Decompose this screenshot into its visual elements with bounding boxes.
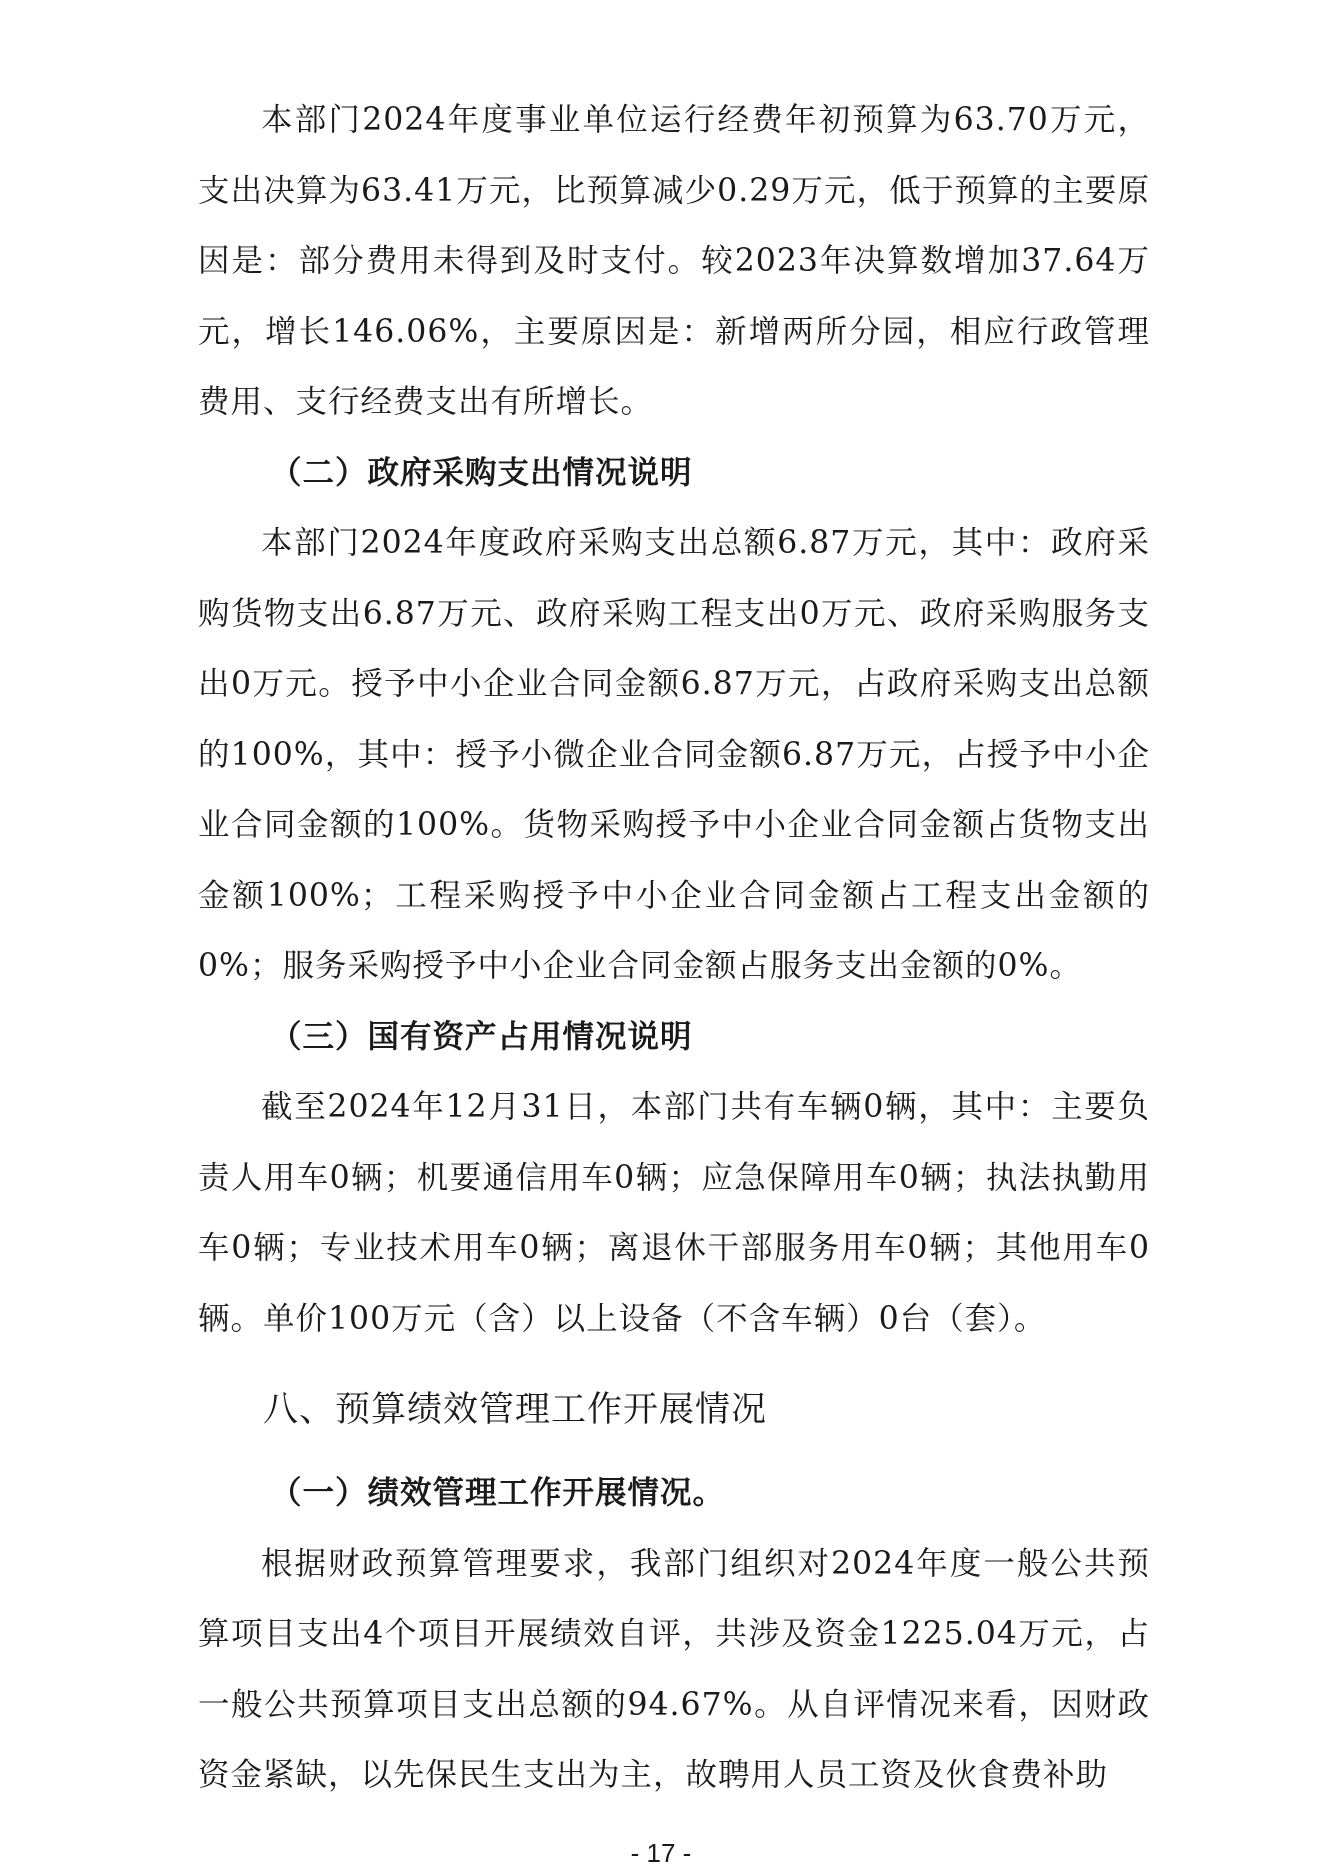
heading-state-assets: （三）国有资产占用情况说明 <box>270 1017 693 1055</box>
heading-government-procurement: （二）政府采购支出情况说明 <box>270 453 693 491</box>
heading-performance-work: （一）绩效管理工作开展情况。 <box>270 1474 726 1511</box>
paragraph-performance-work: 根据财政预算管理要求，我部门组织对2024年度一般公共预算项目支出4个项目开展绩效自评，共涉及资金1225.04万元，占一般公共预算项目支出总额的94.67%。从自评情况来看，因财政资金紧缺，以先保民生支出为主，故聘用人员工资及伙食费补助 <box>198 1545 1150 1793</box>
paragraph-operating-expenses: 本部门2024年度事业单位运行经费年初预算为63.70万元，支出决算为63.41万元，比预算减少0.29万元，低于预算的主要原因是：部分费用未得到及时支付。较2023年决算数增加37.64万元，增长146.06%，主要原因是：新增两所分园，相应行政管理费用、支行经费支出有所增长。 <box>198 102 1150 420</box>
section-title-performance-management: 八、预算绩效管理工作开展情况 <box>263 1390 768 1430</box>
document-page <box>198 85 1150 1811</box>
section-gap <box>198 1354 1150 1362</box>
paragraph-state-assets: 截至2024年12月31日，本部门共有车辆0辆，其中：主要负责人用车0辆；机要通信用车0辆；应急保障用车0辆；执法执勤用车0辆；专业技术用车0辆；离退休干部服务用车0辆；其他用车0辆。单价100万元（含）以上设备（不含车辆）0台（套）。 <box>198 1089 1150 1337</box>
page-number: - 17 - <box>630 1838 692 1868</box>
paragraph-government-procurement: 本部门2024年度政府采购支出总额6.87万元，其中：政府采购货物支出6.87万元、政府采购工程支出0万元、政府采购服务支出0万元。授予中小企业合同金额6.87万元，占政府采购支出总额的100%，其中：授予小微企业合同金额6.87万元，占授予中小企业合同金额的100%。货物采购授予中小企业合同金额占货物支出金额100%；工程采购授予中小企业合同金额占工程支出金额的0%；服务采购授予中小企业合同金额占服务支出金额的0%。 <box>198 525 1150 984</box>
